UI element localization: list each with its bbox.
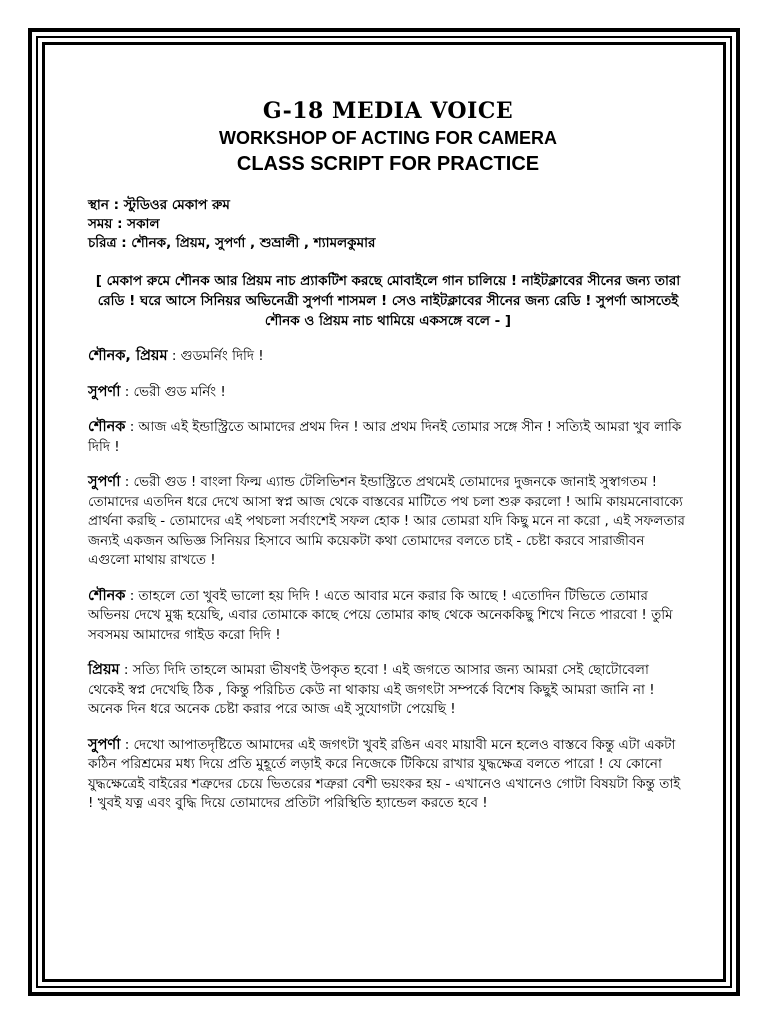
dialogue-text: : দেখো আপাতদৃষ্টিতে আমাদের এই জগৎটা খুবই রঙিন এবং মায়াবী মনে হলেও বাস্তবে কিন্তু এটা একটা কঠিন পরিশ্রমের মধ্য দিয়ে প্রতি মুহূর্তে লড়াই করে নিজেকে টিকিয়ে রাখার যুদ্ধক্ষেত্র বলতে পারো ! যে কোনো যুদ্ধক্ষেত্রেই বাইরের শত্রুদের চেয়ে ভিতরের শত্রুরা বেশী ভয়ংকর হয় - এখানেও এখানেও গোটা বিষয়টা কিন্তু তাই ! খুবই যত্ন এবং বুদ্ধি দিয়ে তোমাদের প্রতিটা পরিস্থিতি হ্যান্ডেল করতে হবে ! xyxy=(88,736,681,811)
dialogue-text: : ভেরী গুড ! বাংলা ফিল্ম এ্যান্ড টেলিভিশন ইন্ডাস্ট্রিতে প্রথমেই তোমাদের দুজনকে জানাই সুস্বাগতম ! তোমাদের এতদিন ধরে দেখে আসা স্বপ্ন আজ থেকে বাস্তবের মাটিতে পথ চলা শুরু করলো ! আমি কায়মনোবাক্যে প্রার্থনা করছি - তোমাদের এই পথচলা সর্বাংশেই সফল হোক ! আর তোমরা যদি কিছু মনে না করো , এই সফলতার জন্যই একজন অভিজ্ঞ সিনিয়র হিসাবে আমি কয়েকটা কথা তোমাদের বলতে চাই - চেষ্টা করবে সারাজীবন এগুলো মাথায় রাখতে ! xyxy=(88,474,685,568)
document-body xyxy=(88,96,688,814)
speaker-name: সুপর্ণা xyxy=(88,474,121,490)
dialogue-text: : ভেরী গুড মর্নিং ! xyxy=(120,383,226,400)
dialogue-text: : তাহলে তো খুবই ভালো হয় দিদি ! এতে আবার মনে করার কি আছে ! এতোদিন টিভিতে তোমার অভিনয় দেখে মুগ্ধ হয়েছি, এবার তোমাকে কাছে পেয়ে তোমার কাছ থেকে অনেককিছু শিখে নিতে পারবো ! তুমি সবসময় আমাদের গাইড করো দিদি ! xyxy=(88,587,673,643)
dialogue-5 xyxy=(88,587,688,646)
speaker-name: শৌনক xyxy=(88,587,126,604)
speaker-name: শৌনক, প্রিয়ম xyxy=(88,348,168,364)
dialogue-4 xyxy=(88,473,688,571)
speaker-name: সুপর্ণা xyxy=(88,383,121,400)
dialogue-2 xyxy=(88,383,688,403)
dialogue-1 xyxy=(88,347,688,367)
dialogue-text: : গুডমর্নিং দিদি ! xyxy=(167,348,264,364)
speaker-name: সুপর্ণা xyxy=(88,736,121,753)
dialogue-text: : সত্যি দিদি তাহলে আমরা ভীষণই উপকৃত হবো ! এই জগতে আসার জন্য আমরা সেই ছোটোবেলা থেকেই স্বপ্ন দেখেছি ঠিক , কিন্তু পরিচিত কেউ না থাকায় এই জগৎটা সম্পর্কে বিশেষ কিছুই আমরা জানি না ! অনেক দিন ধরে অনেক চেষ্টা করার পরে আজ এই সুযোগটা পেয়েছি ! xyxy=(88,662,655,717)
scene-time: সময় : সকাল xyxy=(88,216,160,232)
document-subtitle: WORKSHOP OF ACTING FOR CAMERA xyxy=(219,128,557,148)
scene-place: স্থান : স্টুডিওর মেকাপ রুম xyxy=(88,197,230,213)
document-title: G-18 MEDIA VOICE xyxy=(262,98,514,124)
dialogue-3 xyxy=(88,418,688,457)
document-subtitle-2: CLASS SCRIPT FOR PRACTICE xyxy=(236,153,540,175)
dialogue-text: : আজ এই ইন্ডাস্ট্রিতে আমাদের প্রথম দিন ! আর প্রথম দিনই তোমার সঙ্গে সীন ! সত্যিই আমরা খুব লাকি দিদি ! xyxy=(88,419,682,455)
scene-characters: চরিত্র : শৌনক, প্রিয়ম, সুপর্ণা , শুভ্রালী , শ্যামলকুমার xyxy=(88,235,376,251)
dialogue-6 xyxy=(88,661,688,720)
scene-meta xyxy=(88,196,688,253)
speaker-name: প্রিয়ম xyxy=(88,662,120,678)
speaker-name: শৌনক xyxy=(88,419,126,435)
dialogue-7 xyxy=(88,736,688,814)
stage-direction: [ মেকাপ রুমে শৌনক আর প্রিয়ম নাচ প্র্যাকটিশ করছে মোবাইলে গান চালিয়ে ! নাইটক্লাবের সীনের জন্য তারা রেডি ! ঘরে আসে সিনিয়র অভিনেত্রী সুপর্ণা শাসমল ! সেও নাইটক্লাবের সীনের জন্য রেডি ! সুপর্ণা আসতেই শৌনক ও প্রিয়ম নাচ থামিয়ে একসঙ্গে বলে - ] xyxy=(95,273,681,329)
